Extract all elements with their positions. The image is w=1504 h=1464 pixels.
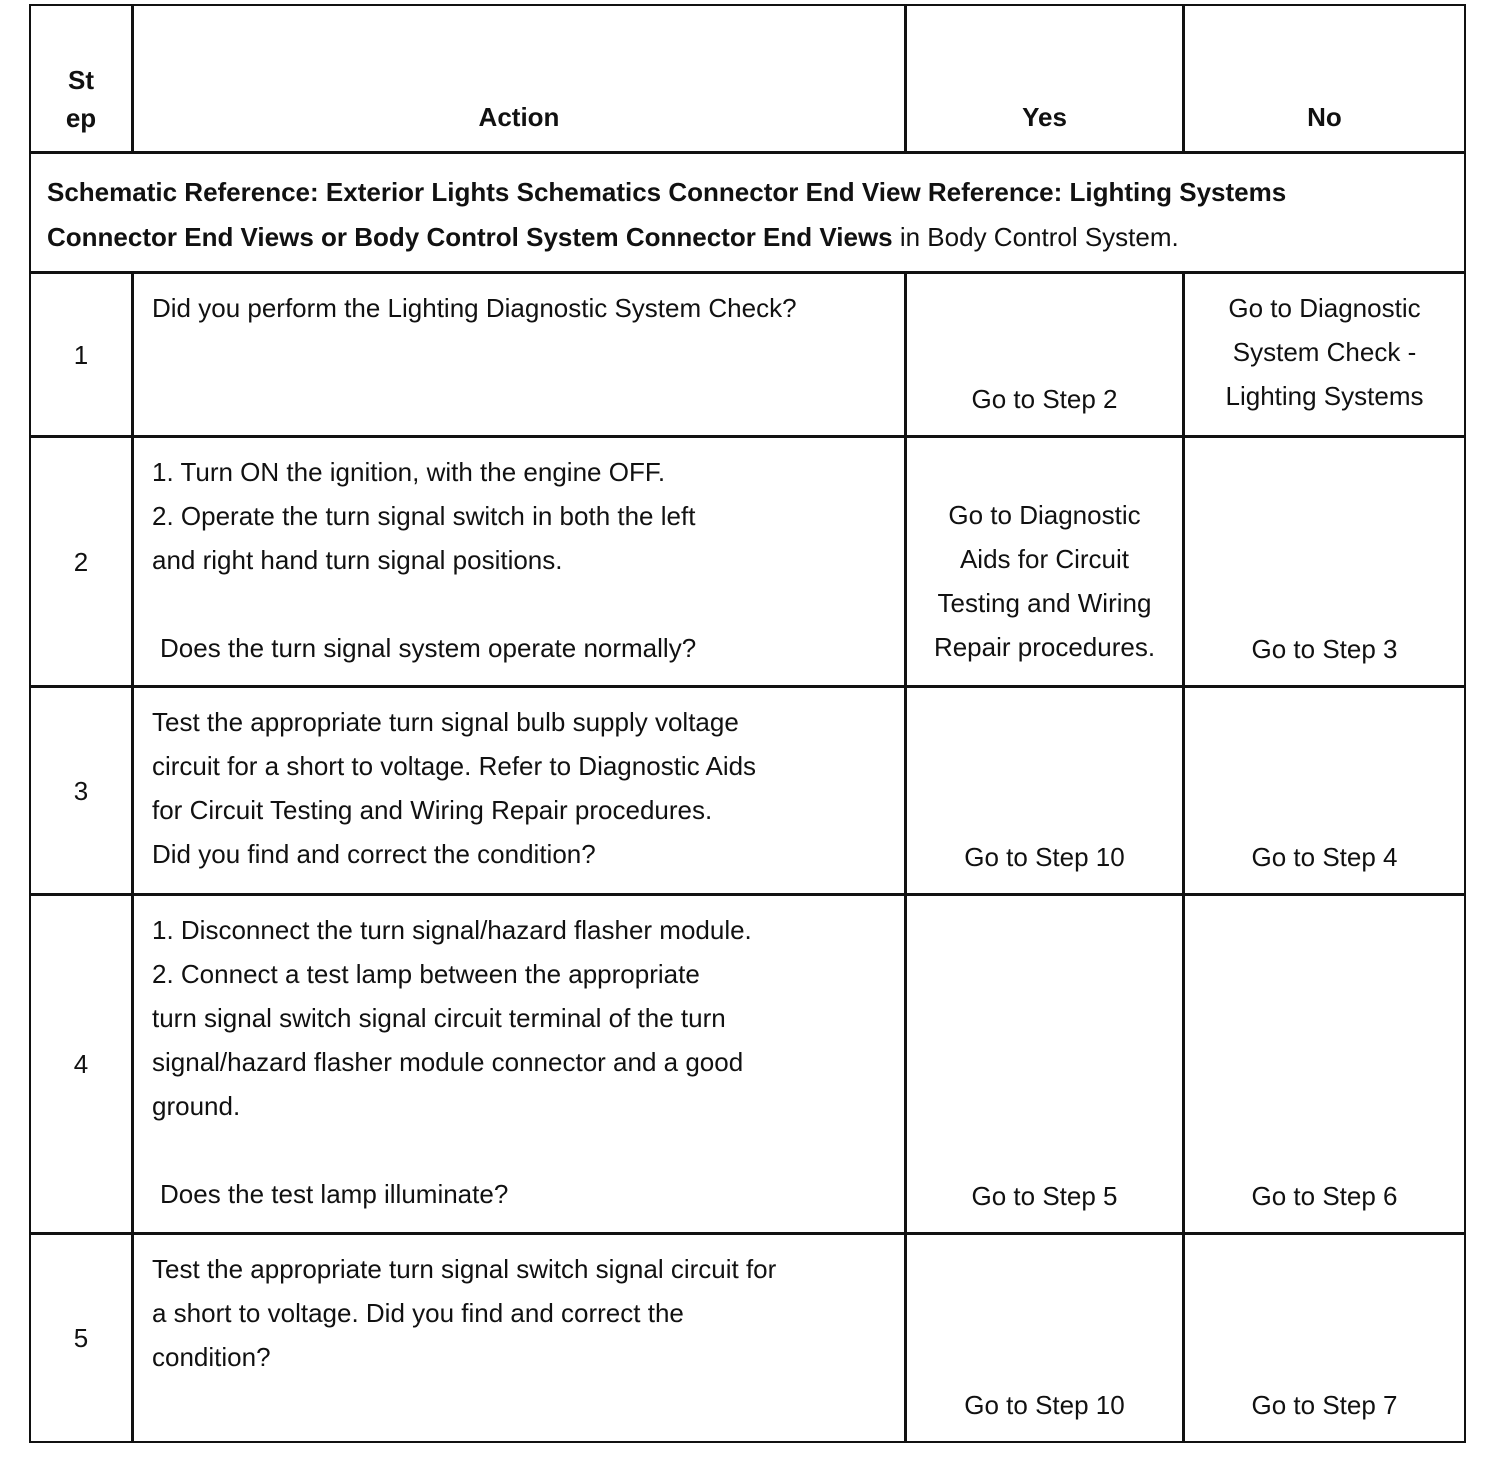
yes-cell-3 (905, 686, 1184, 895)
action-line: a short to voltage. Did you find and correct the (152, 1298, 684, 1328)
yes-line: Go to Step 10 (964, 1390, 1125, 1420)
step-cell-3 (29, 686, 133, 895)
action-line: turn signal switch signal circuit terminal of the turn (152, 1003, 726, 1033)
header-step (29, 4, 133, 153)
no-line: Go to Step 4 (1251, 842, 1398, 872)
yes-line: Go to Diagnostic (948, 500, 1141, 530)
action-cell-4 (132, 894, 906, 1234)
yes-line: Repair procedures. (933, 632, 1156, 662)
step-cell-5 (29, 1233, 133, 1443)
action-line: and right hand turn signal positions. (152, 545, 563, 575)
action-cell-3 (132, 686, 906, 895)
action-line: signal/hazard flasher module connector and a good (152, 1047, 744, 1077)
step-cell-1 (29, 272, 133, 437)
yes-line: Go to Step 5 (971, 1181, 1118, 1211)
yes-line: Go to Step 2 (971, 384, 1118, 414)
action-line: 1. Turn ON the ignition, with the engine OFF. (152, 457, 666, 487)
step-number: 3 (73, 775, 89, 806)
action-line: condition? (152, 1342, 271, 1372)
action-line: 1. Disconnect the turn signal/hazard flasher module. (152, 915, 752, 945)
diagnostic-table (30, 5, 1466, 1443)
action-line: for Circuit Testing and Wiring Repair procedures. (152, 795, 713, 825)
no-line: Lighting Systems (1225, 381, 1424, 411)
action-cell-2 (132, 436, 906, 687)
no-cell-5 (1183, 1233, 1466, 1443)
yes-line: Testing and Wiring (937, 588, 1152, 618)
yes-cell-4 (905, 894, 1184, 1234)
no-cell-2 (1183, 436, 1466, 687)
yes-cell-5 (905, 1233, 1184, 1443)
header-no (1183, 4, 1466, 153)
step-number: 1 (73, 339, 89, 370)
no-line: System Check - (1232, 337, 1417, 367)
reference-bold-line1: Schematic Reference: Exterior Lights Schematics Connector End View Reference: Lighting Systems (47, 177, 1287, 207)
action-line: Test the appropriate turn signal bulb supply voltage (152, 707, 739, 737)
no-line: Go to Step 7 (1251, 1390, 1398, 1420)
reference-bold-line2: Connector End Views or Body Control System Connector End Views (47, 222, 893, 252)
schematic-reference-row (29, 152, 1466, 273)
no-line: Go to Diagnostic (1228, 293, 1421, 323)
action-cell-1 (132, 272, 906, 437)
action-line: 2. Connect a test lamp between the appropriate (152, 959, 700, 989)
no-line: Go to Step 3 (1251, 634, 1398, 664)
step-number: 4 (73, 1049, 89, 1079)
yes-line: Aids for Circuit (959, 544, 1130, 574)
no-cell-1 (1183, 272, 1466, 437)
step-cell-4 (29, 894, 133, 1234)
action-line: Did you find and correct the condition? (152, 839, 596, 869)
action-line: Does the turn signal system operate normally? (160, 633, 697, 663)
action-line: Test the appropriate turn signal switch signal circuit for (152, 1254, 777, 1284)
action-line: Did you perform the Lighting Diagnostic System Check? (152, 293, 797, 323)
no-cell-3 (1183, 686, 1466, 895)
action-cell-5 (132, 1233, 906, 1443)
header-step-line1: St (68, 65, 94, 95)
yes-line: Go to Step 10 (964, 842, 1125, 872)
action-line: Does the test lamp illuminate? (160, 1179, 509, 1209)
step-number: 5 (73, 1323, 89, 1353)
header-yes (905, 4, 1184, 153)
header-step-line2: ep (65, 103, 97, 133)
no-cell-4 (1183, 894, 1466, 1234)
header-no-label: No (1307, 102, 1342, 132)
header-yes-label: Yes (1022, 102, 1067, 132)
header-action (132, 4, 906, 153)
reference-normal: in Body Control System. (892, 222, 1179, 252)
action-line: 2. Operate the turn signal switch in both the left (152, 501, 696, 531)
step-cell-2 (29, 436, 133, 687)
step-number: 2 (73, 546, 89, 577)
yes-cell-2 (905, 436, 1184, 687)
header-action-label: Action (478, 102, 560, 132)
no-line: Go to Step 6 (1251, 1181, 1398, 1211)
yes-cell-1 (905, 272, 1184, 437)
action-line: circuit for a short to voltage. Refer to Diagnostic Aids (152, 751, 757, 781)
action-line: ground. (152, 1091, 241, 1121)
